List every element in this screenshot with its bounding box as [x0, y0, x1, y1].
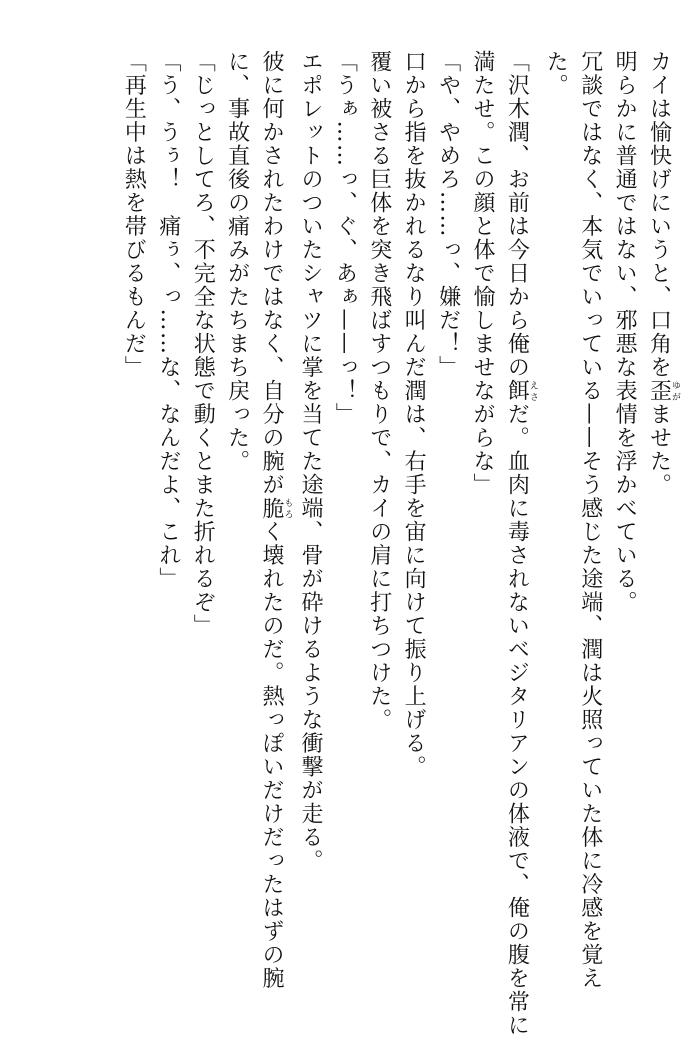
furigana-ruby: 脆もろ [259, 496, 293, 520]
text-line-12 [254, 50, 293, 990]
vertical-text-body [72, 50, 680, 1037]
line-text: 覆い被さる巨体を突き飛ばすつもりで、カイの肩に打ちつけた。 [366, 50, 392, 732]
line-text: 明らかに普通ではない、邪悪な表情を浮かべている。 [612, 50, 638, 614]
line-text: 彼に何かされたわけではなく、自分の腕が脆もろく壊れたのだ。熱っぽいだけだったはずの腕 [259, 50, 293, 990]
text-line-7 [430, 50, 464, 970]
line-text: 「沢木潤、お前は今日から俺の餌えさだ。血肉に毒されないベジタリアンの体液で、俺の腹を常に [504, 50, 538, 1037]
furigana-reading: ゆが [670, 379, 680, 403]
text-line-4 [538, 50, 572, 970]
line-text: 口から指を抜かれるなり叫んだ潤は、右手を宙に向けて振り上げる。 [401, 50, 427, 779]
line-text: 「うぁ……っ、ぐ、あぁ——っ！」 [332, 50, 358, 426]
text-line-11 [293, 50, 327, 970]
furigana-ruby: 歪ゆが [646, 379, 680, 403]
line-text: た。 [543, 50, 569, 97]
text-line-3 [572, 50, 606, 990]
text-line-9 [361, 50, 395, 970]
line-text: 満たせ。この顔と体で愉しませながらな」 [469, 50, 495, 497]
text-line-10 [327, 50, 361, 970]
text-line-5 [499, 50, 538, 1037]
line-text: 「再生中は熱を帯びるもんだ」 [121, 50, 147, 379]
line-text: カイは愉快げにいうと、口角を歪ゆがませた。 [646, 50, 680, 497]
line-text: に、事故直後の痛みがたちまち戻った。 [224, 50, 250, 473]
furigana-reading: えさ [527, 379, 538, 403]
text-line-13 [219, 50, 253, 970]
text-line-15 [150, 50, 184, 970]
text-line-14 [185, 50, 219, 970]
line-text: 冗談ではなく、本気でいっている——そう感じた途端、潤は火照っていた体に冷感を覚え [577, 50, 603, 990]
furigana-ruby: 餌えさ [504, 379, 538, 403]
line-text: 「や、やめろ……っ、嫌だ！」 [435, 50, 461, 379]
text-line-6 [465, 50, 499, 970]
furigana-reading: もろ [282, 496, 293, 520]
line-text: エポレットのついたシャツに掌を当てた途端、骨が砕けるような衝撃が走る。 [297, 50, 323, 873]
text-line-8 [396, 50, 430, 970]
text-line-1 [641, 50, 680, 970]
text-line-16 [116, 50, 150, 970]
line-text: 「う、うぅ！ 痛ぅ、っ……な、なんだよ、これ」 [155, 50, 181, 591]
line-text: 「じっとしてろ、不完全な状態で動くとまた折れるぞ」 [190, 50, 216, 638]
text-line-2 [607, 50, 641, 970]
